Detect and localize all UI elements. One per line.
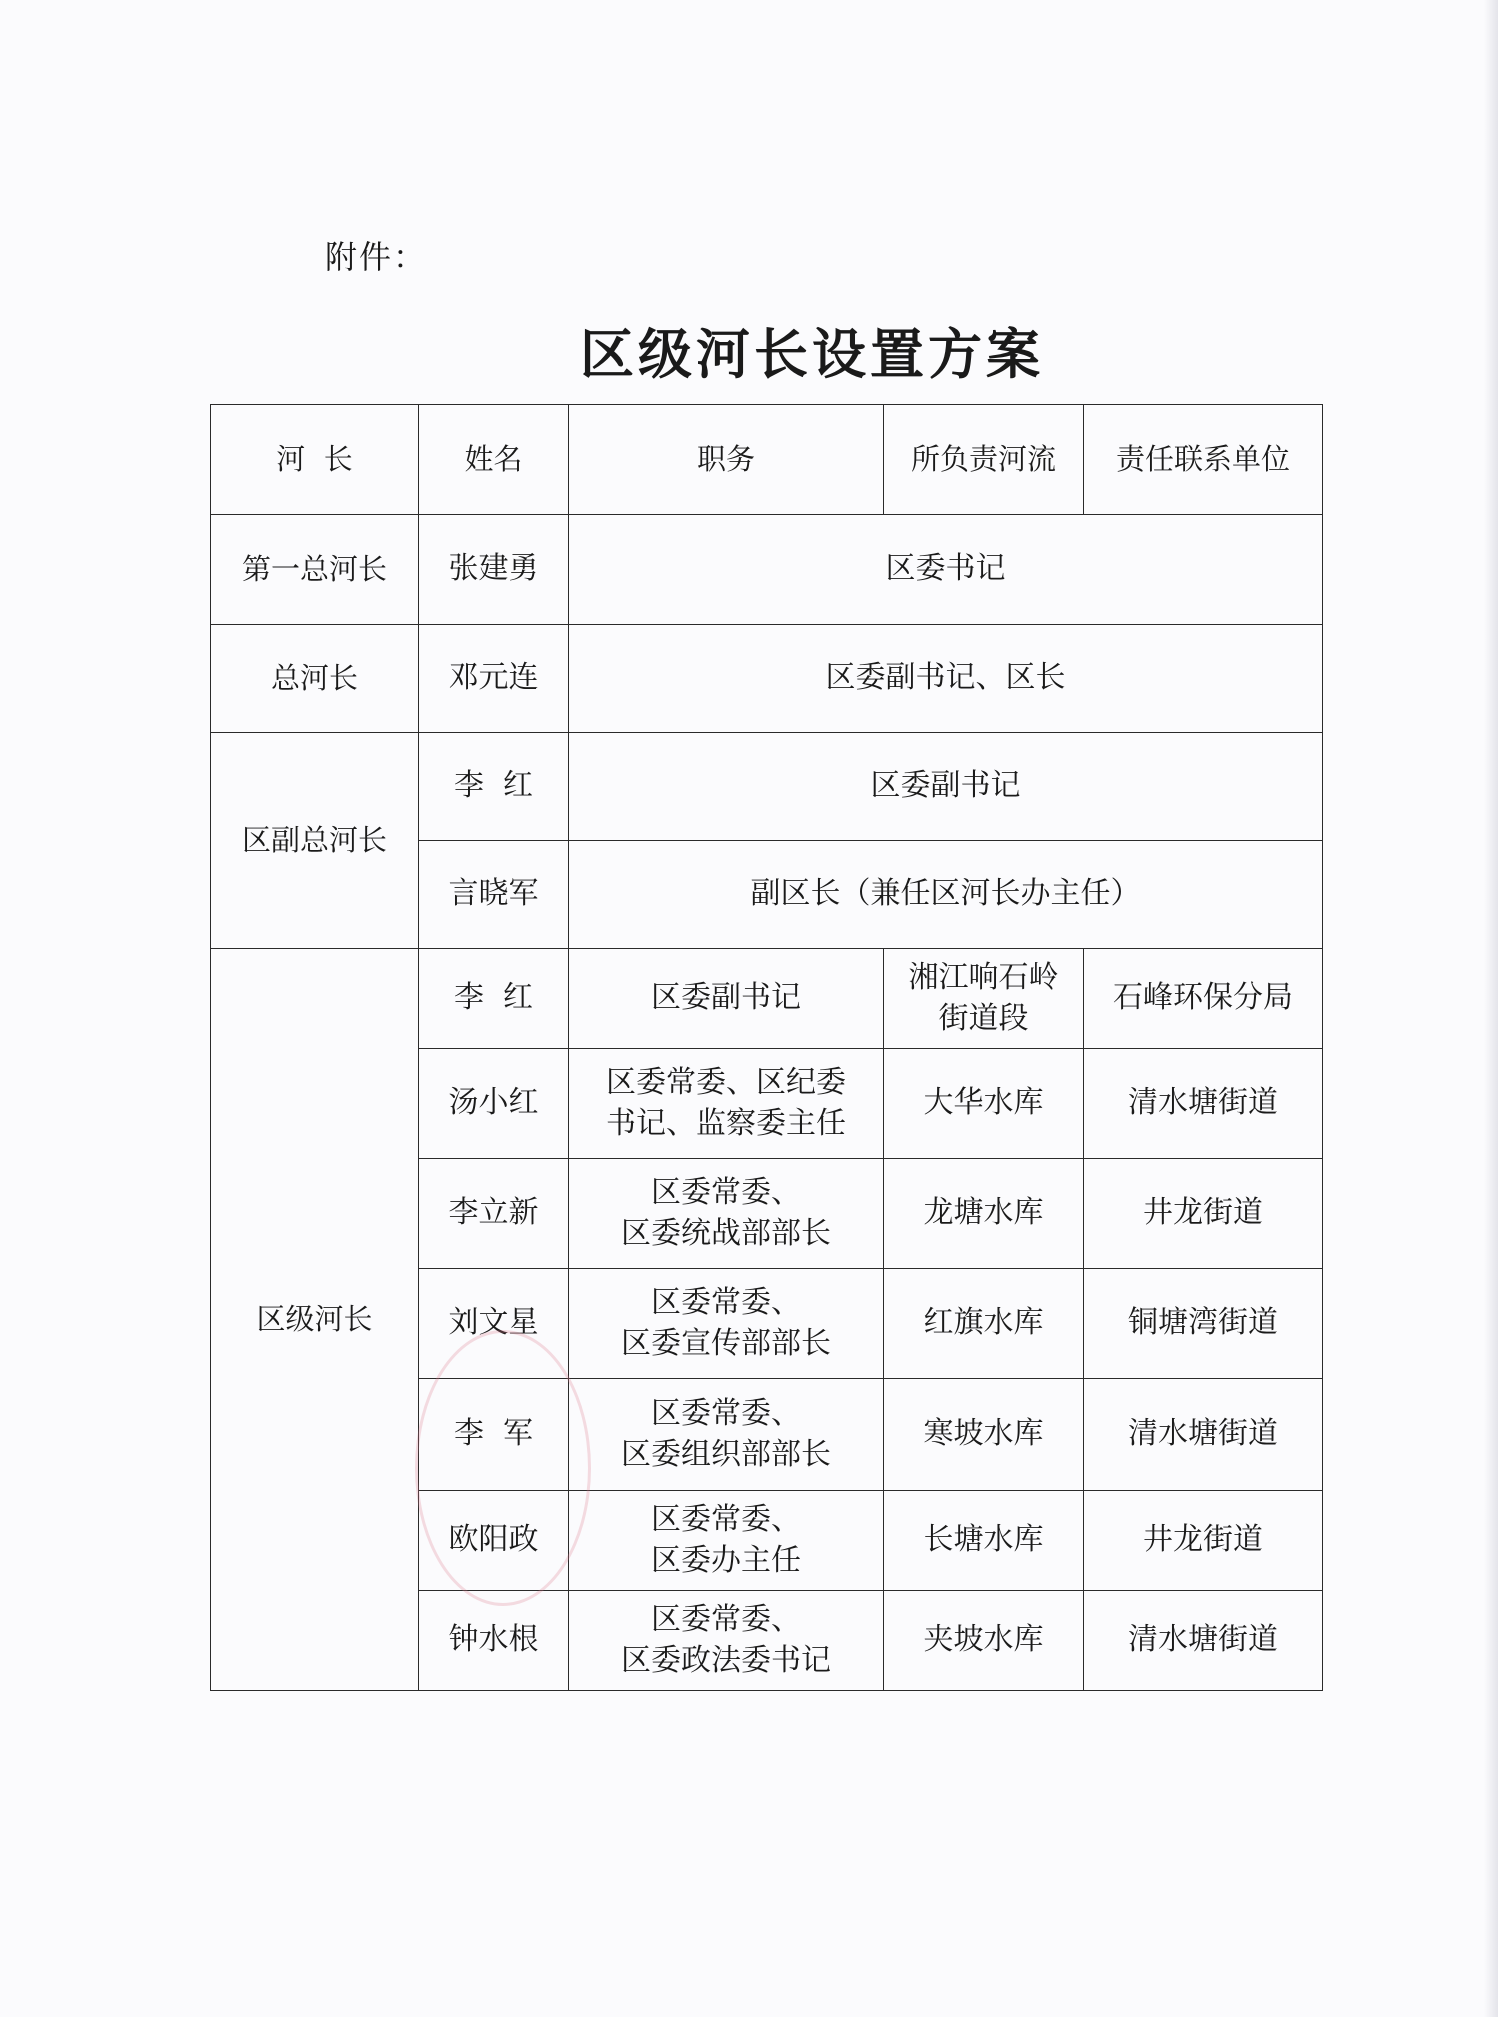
- duty-cell: 区委书记: [569, 515, 1323, 625]
- table-row: [211, 733, 1323, 841]
- table-row: [211, 949, 1323, 1049]
- name-cell: 邓元连: [419, 625, 569, 733]
- name-cell: 钟水根: [419, 1591, 569, 1691]
- river-cell: 寒坡水库: [884, 1379, 1084, 1491]
- duty-cell: 区委副书记、区长: [569, 625, 1323, 733]
- document-title: 区级河长设置方案: [580, 322, 1044, 386]
- unit-cell: 井龙街道: [1084, 1159, 1323, 1269]
- unit-cell: 清水塘街道: [1084, 1379, 1323, 1491]
- name-cell: 李 红: [419, 949, 569, 1049]
- river-chief-table: [210, 404, 1323, 1691]
- unit-cell: 清水塘街道: [1084, 1049, 1323, 1159]
- table-header-row: [211, 405, 1323, 515]
- header-name: 姓名: [419, 405, 569, 515]
- name-cell: 李 军: [419, 1379, 569, 1491]
- duty-cell: 副区长（兼任区河长办主任）: [569, 841, 1323, 949]
- header-unit: 责任联系单位: [1084, 405, 1323, 515]
- river-cell: 龙塘水库: [884, 1159, 1084, 1269]
- unit-cell: 石峰环保分局: [1084, 949, 1323, 1049]
- river-cell: 红旗水库: [884, 1269, 1084, 1379]
- header-role: 河 长: [211, 405, 419, 515]
- table-row: [211, 625, 1323, 733]
- name-cell: 李 红: [419, 733, 569, 841]
- header-river: 所负责河流: [884, 405, 1084, 515]
- header-duty: 职务: [569, 405, 884, 515]
- name-cell: 李立新: [419, 1159, 569, 1269]
- attachment-label: 附件：: [325, 238, 428, 276]
- role-cell: 总河长: [211, 625, 419, 733]
- duty-cell: 区委副书记: [569, 733, 1323, 841]
- duty-cell: 区委常委、 区委政法委书记: [569, 1591, 884, 1691]
- river-cell: 长塘水库: [884, 1491, 1084, 1591]
- duty-cell: 区委常委、 区委宣传部部长: [569, 1269, 884, 1379]
- duty-cell: 区委副书记: [569, 949, 884, 1049]
- duty-cell: 区委常委、 区委组织部部长: [569, 1379, 884, 1491]
- duty-cell: 区委常委、 区委办主任: [569, 1491, 884, 1591]
- unit-cell: 清水塘街道: [1084, 1591, 1323, 1691]
- name-cell: 张建勇: [419, 515, 569, 625]
- name-cell: 言晓军: [419, 841, 569, 949]
- unit-cell: 铜塘湾街道: [1084, 1269, 1323, 1379]
- duty-cell: 区委常委、区纪委 书记、监察委主任: [569, 1049, 884, 1159]
- name-cell: 刘文星: [419, 1269, 569, 1379]
- name-cell: 汤小红: [419, 1049, 569, 1159]
- page-edge-shadow: [1484, 0, 1498, 2017]
- role-cell: 区级河长: [211, 949, 419, 1691]
- duty-cell: 区委常委、 区委统战部部长: [569, 1159, 884, 1269]
- role-cell: 第一总河长: [211, 515, 419, 625]
- river-cell: 夹坡水库: [884, 1591, 1084, 1691]
- name-cell: 欧阳政: [419, 1491, 569, 1591]
- faint-seal-mark: [415, 1330, 591, 1606]
- table-row: [211, 515, 1323, 625]
- role-cell: 区副总河长: [211, 733, 419, 949]
- river-cell: 湘江响石岭 街道段: [884, 949, 1084, 1049]
- river-cell: 大华水库: [884, 1049, 1084, 1159]
- unit-cell: 井龙街道: [1084, 1491, 1323, 1591]
